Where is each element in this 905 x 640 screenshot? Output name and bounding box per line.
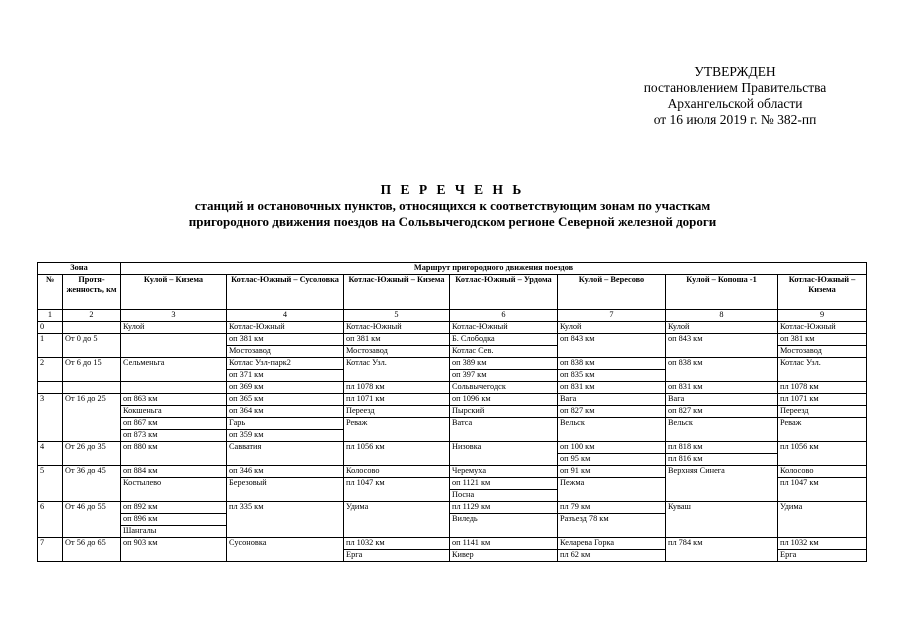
header-row-1 (38, 263, 867, 275)
title-line-3: пригородного движения поездов на Сольвычегодском регионе Северной железной дороги (188, 214, 717, 229)
zone-number: 5 (38, 466, 63, 502)
station-cell (121, 334, 227, 358)
zone-length (63, 322, 121, 334)
station-cell: Посна (450, 490, 558, 502)
station-cell: оп 831 км (558, 382, 666, 394)
table-row (38, 382, 867, 394)
station-cell: оп 896 км (121, 514, 227, 526)
zone-number: 2 (38, 358, 63, 382)
station-cell: оп 835 км (558, 370, 666, 382)
station-cell: оп 867 км (121, 418, 227, 430)
station-cell: оп 1121 км (450, 478, 558, 490)
station-cell: Б. Слободка (450, 334, 558, 346)
station-cell: оп 365 км (227, 394, 344, 406)
station-cell: Вага (666, 394, 778, 406)
station-cell: пл 1032 км (344, 538, 450, 550)
station-cell: Кулой (121, 322, 227, 334)
zone-number: 1 (38, 334, 63, 358)
station-cell: оп 827 км (666, 406, 778, 418)
table-row (38, 394, 867, 406)
station-cell: Костылево (121, 478, 227, 502)
approval-line-2: постановлением Правительства (643, 80, 827, 95)
route-header-7: Кулой – Вересово (558, 275, 666, 310)
index-cell: 7 (558, 310, 666, 322)
column-index-row (38, 310, 867, 322)
zone-length: От 16 до 25 (63, 394, 121, 442)
station-cell: пл 335 км (227, 502, 344, 538)
table-row (38, 322, 867, 334)
station-cell: Котлас Узл-парк2 (227, 358, 344, 370)
table-row (38, 334, 867, 346)
station-cell: Ватса (450, 418, 558, 442)
station-cell: Котлас Узл. (778, 358, 867, 382)
station-cell: оп 831 км (666, 382, 778, 394)
station-cell: Верхняя Синега (666, 466, 778, 502)
table-row (38, 442, 867, 454)
station-cell: Виледь (450, 514, 558, 538)
station-cell: пл 816 км (666, 454, 778, 466)
table-row (38, 418, 867, 430)
index-cell: 4 (227, 310, 344, 322)
station-cell: Переезд (344, 406, 450, 418)
station-cell: оп 397 км (450, 370, 558, 382)
station-cell: оп 95 км (558, 454, 666, 466)
station-cell: Сольвычегодск (450, 382, 558, 394)
station-cell: пл 784 км (666, 538, 778, 562)
station-cell: оп 892 км (121, 502, 227, 514)
routes-table (37, 262, 867, 562)
num-header: № (38, 275, 63, 310)
station-cell: Кокшеньга (121, 406, 227, 418)
station-cell: Пежма (558, 478, 666, 502)
station-cell: оп 346 км (227, 466, 344, 478)
station-cell: Переезд (778, 406, 867, 418)
table-row (38, 502, 867, 514)
route-header-3: Кулой – Кизема (121, 275, 227, 310)
approval-line-3: Архангельской области (667, 96, 803, 111)
station-cell: Удима (778, 502, 867, 538)
approval-line-4: от 16 июля 2019 г. № 382-пп (653, 112, 817, 127)
station-cell: пл 62 км (558, 550, 666, 562)
index-cell: 3 (121, 310, 227, 322)
station-cell: пл 1071 км (778, 394, 867, 406)
zone-length: От 46 до 55 (63, 502, 121, 538)
station-cell: пл 1078 км (778, 382, 867, 394)
index-cell: 6 (450, 310, 558, 322)
station-cell: оп 100 км (558, 442, 666, 454)
station-cell: Сельменьга (121, 358, 227, 382)
index-cell: 8 (666, 310, 778, 322)
index-cell: 2 (63, 310, 121, 322)
index-cell: 1 (38, 310, 63, 322)
station-cell: Колосово (778, 466, 867, 478)
station-cell: оп 863 км (121, 394, 227, 406)
table-row (38, 466, 867, 478)
station-cell: оп 838 км (558, 358, 666, 370)
approval-block (600, 64, 870, 128)
route-header-6: Котлас-Южный – Урдома (450, 275, 558, 310)
zone-length: От 56 до 65 (63, 538, 121, 562)
station-cell: Котлас Сев. (450, 346, 558, 358)
zone-number: 7 (38, 538, 63, 562)
route-header: Маршрут пригородного движения поездов (121, 263, 867, 275)
station-cell: пл 1071 км (344, 394, 450, 406)
station-cell: пл 1129 км (450, 502, 558, 514)
station-cell: Котлас-Южный (227, 322, 344, 334)
station-cell: Котлас-Южный (778, 322, 867, 334)
table-row (38, 538, 867, 550)
header-row-2 (38, 275, 867, 310)
station-cell: оп 359 км (227, 430, 344, 442)
station-cell: Ерга (344, 550, 450, 562)
station-cell: оп 1096 км (450, 394, 558, 406)
station-cell: Котлас-Южный (450, 322, 558, 334)
station-cell: оп 389 км (450, 358, 558, 370)
approval-line-1: УТВЕРЖДЕН (694, 64, 776, 79)
document-title (0, 182, 905, 230)
station-cell: Келарева Горка (558, 538, 666, 550)
station-cell: оп 827 км (558, 406, 666, 418)
station-cell: Вельск (666, 418, 778, 442)
station-cell: Березовый (227, 478, 344, 502)
station-cell: Черемуха (450, 466, 558, 478)
station-cell: пл 1078 км (344, 382, 450, 394)
zone-length: От 26 до 35 (63, 442, 121, 466)
station-cell: оп 381 км (778, 334, 867, 346)
zone-number (38, 382, 63, 394)
station-cell: Кулой (666, 322, 778, 334)
station-cell: Удима (344, 502, 450, 538)
zone-length: От 36 до 45 (63, 466, 121, 502)
station-cell: оп 381 км (344, 334, 450, 346)
station-cell: оп 364 км (227, 406, 344, 418)
station-cell: оп 1141 км (450, 538, 558, 550)
zone-length: От 0 до 5 (63, 334, 121, 358)
zone-number: 0 (38, 322, 63, 334)
station-cell: Реваж (344, 418, 450, 442)
station-cell: оп 838 км (666, 358, 778, 382)
station-cell: Колосово (344, 466, 450, 478)
station-cell: Савватия (227, 442, 344, 466)
station-cell: Сусоновка (227, 538, 344, 562)
route-header-4: Котлас-Южный – Сусоловка (227, 275, 344, 310)
station-cell: оп 843 км (666, 334, 778, 358)
station-cell: Низовка (450, 442, 558, 466)
station-cell: Кивер (450, 550, 558, 562)
station-cell (121, 382, 227, 394)
title-line-1: П Е Р Е Ч Е Н Ь (380, 182, 525, 197)
station-cell: Кулой (558, 322, 666, 334)
station-cell: Мостозавод (344, 346, 450, 358)
title-line-2: станций и остановочных пунктов, относящихся к соответствующим зонам по участкам (194, 198, 711, 213)
station-cell: Разъезд 78 км (558, 514, 666, 538)
station-cell: Мостозавод (778, 346, 867, 358)
station-cell: оп 873 км (121, 430, 227, 442)
station-cell: Вельск (558, 418, 666, 442)
station-cell: Вага (558, 394, 666, 406)
route-header-5: Котлас-Южный – Кизема (344, 275, 450, 310)
station-cell: оп 903 км (121, 538, 227, 562)
station-cell: Гарь (227, 418, 344, 430)
zone-number: 3 (38, 394, 63, 442)
zone-length: От 6 до 15 (63, 358, 121, 382)
station-cell: оп 371 км (227, 370, 344, 382)
station-cell: оп 880 км (121, 442, 227, 466)
zone-number: 4 (38, 442, 63, 466)
station-cell: оп 381 км (227, 334, 344, 346)
station-cell: Мостозавод (227, 346, 344, 358)
zone-number: 6 (38, 502, 63, 538)
route-header-9: Котлас-Южный – Кизема (778, 275, 867, 310)
route-header-8: Кулой – Копоша -1 (666, 275, 778, 310)
station-cell: пл 1047 км (344, 478, 450, 502)
station-cell: пл 1047 км (778, 478, 867, 502)
station-cell: оп 369 км (227, 382, 344, 394)
zone-header: Зона (38, 263, 121, 275)
station-cell: пл 818 км (666, 442, 778, 454)
station-cell: Котлас-Южный (344, 322, 450, 334)
station-cell: пл 1056 км (778, 442, 867, 466)
table-row (38, 406, 867, 418)
station-cell: Реваж (778, 418, 867, 442)
station-cell: пл 1032 км (778, 538, 867, 550)
index-cell: 5 (344, 310, 450, 322)
station-cell: Шангалы (121, 526, 227, 538)
zone-length (63, 382, 121, 394)
station-cell: Котлас Узл. (344, 358, 450, 382)
index-cell: 9 (778, 310, 867, 322)
length-header: Протя-женность, км (63, 275, 121, 310)
table-row (38, 358, 867, 370)
station-cell: пл 1056 км (344, 442, 450, 466)
station-cell: пл 79 км (558, 502, 666, 514)
station-cell: Куваш (666, 502, 778, 538)
station-cell: Ерга (778, 550, 867, 562)
station-cell: оп 884 км (121, 466, 227, 478)
station-cell: Пырский (450, 406, 558, 418)
station-cell: оп 91 км (558, 466, 666, 478)
station-cell: оп 843 км (558, 334, 666, 358)
